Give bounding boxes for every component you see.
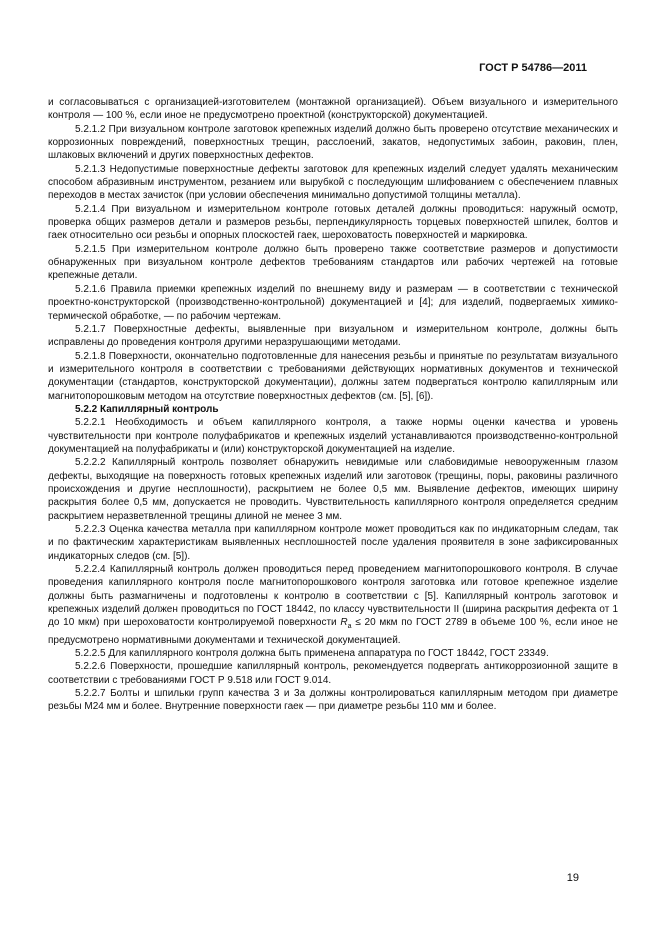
paragraph: 5.2.1.7 Поверхностные дефекты, выявленные при визуальном и измерительном контроле, должны быть исправлены до проведения контроля другими неразрушающими методами. — [48, 323, 618, 349]
paragraph-text: ≤ 20 мкм по ГОСТ 2789 в объеме 100 %, если иное не предусмотрено нормативными документами и технической документацией. — [48, 617, 618, 646]
paragraph: и согласовываться с организацией-изготовителем (монтажной организацией). Объем визуального и измерительного контроля — 100 %, если иное не предусмотрено проектной (конструкторской) документацией. — [48, 97, 618, 122]
paragraph: 5.2.1.8 Поверхности, окончательно подготовленные для нанесения резьбы и принятые по результатам визуального и измерительного контроля в соответствии с требованиями действующих нормативных документов и технической документации (стандартов, конструкторской документации), должны затем подвергаться контролю капиллярным или магнитопорошковым методом на отсутствие поверхностных дефектов (см. [5], [6]). — [48, 350, 618, 402]
paragraph: 5.2.2.2 Капиллярный контроль позволяет обнаружить невидимые или слабовидимые невооруженным глазом дефекты, выходящие на поверхность готовых крепежных изделий или заготовок (трещины, поры, раковины различного происхождения и другие несплошности), раскрытием не более 0,5 мм. Выявление дефектов, имеющих ширину раскрытия более 0,5 мм, допускается не проводить. Чувствительность капиллярного контроля определяется средним раскрытием неразветвленной трещины длиной не менее 3 мм. — [48, 457, 618, 522]
document-code: ГОСТ Р 54786—2011 — [479, 62, 587, 74]
paragraph: 5.2.1.5 При измерительном контроле должно быть проверено также соответствие размеров и допустимости обнаруженных при визуальном контроле дефектов требованиям стандартов или рабочих чертежей на готовые крепежные детали. — [48, 243, 618, 282]
paragraph-text: 5.2.2.4 Капиллярный контроль должен проводиться перед проведением магнитопорошкового контроля. В случае проведения капиллярного контроля после магнитопорошкового контроля заготовка или готовое крепежное изделие должны быть размагничены и подготовлены к контролю в соответствии с [5]. Капиллярный контроль заготовок и крепежных изделий должен проводиться по ГОСТ 18442, по классу чувствительности II (ширина раскрытия дефекта от 1 до 10 мкм) при шероховатости контролируемой поверхности — [48, 564, 618, 629]
roughness-symbol: R — [340, 617, 348, 629]
paragraph: 5.2.1.2 При визуальном контроле заготовок крепежных изделий должно быть проверено отсутствие механических и коррозионных повреждений, поверхностных трещин, расслоений, закатов, недопустимых забоин, раковин, плен, шлаковых включений и других поверхностных дефектов. — [48, 123, 618, 162]
page-number: 19 — [566, 872, 579, 884]
paragraph: 5.2.1.6 Правила приемки крепежных изделий по внешнему виду и размерам — в соответствии с технической проектно-конструкторской (производственно-контрольной) документацией и [4]; для изделий, подвергаемых химико-термической обработке, — по рабочим чертежам. — [48, 283, 618, 322]
paragraph: 5.2.2.3 Оценка качества металла при капиллярном контроле может проводиться как по индикаторным следам, так и по фактическим характеристикам выявленных несплошностей после удаления проявителя в зоне зафиксированных индикаторных следов (см. [5]). — [48, 524, 618, 562]
paragraph: 5.2.2.1 Необходимость и объем капиллярного контроля, а также нормы оценки качества и уровень чувствительности при контроле полуфабрикатов и крепежных изделий устанавливаются производственно-контрольной документацией на полуфабрикаты и (или) конструкторской документацией на изделие. — [48, 417, 618, 455]
section-heading: 5.2.2 Капиллярный контроль — [75, 403, 219, 415]
paragraph: 5.2.1.4 При визуальном и измерительном контроле готовых деталей должны проводиться: наружный осмотр, проверка общих размеров детали и размеров резьбы, перпендикулярность торцевых поверхностей шпилек, болтов и гаек относительно оси резьбы и опорных плоскостей гаек, шероховатость поверхностей и маркировка. — [48, 203, 618, 242]
paragraph — [48, 563, 618, 647]
paragraph: 5.2.2.5 Для капиллярного контроля должна быть применена аппаратура по ГОСТ 18442, ГОСТ 23349. — [75, 648, 549, 660]
paragraph: 5.2.2.6 Поверхности, прошедшие капиллярный контроль, рекомендуется подвергать антикоррозионной защите в соответствии с требованиями ГОСТ Р 9.518 или ГОСТ 9.014. — [48, 661, 618, 686]
roughness-subscript: a — [347, 623, 352, 631]
paragraph: 5.2.2.7 Болты и шпильки групп качества 3 и 3а должны контролироваться капиллярным методом при диаметре резьбы М24 мм и более. Внутренние поверхности гаек — при диаметре резьбы 110 мм и более. — [48, 688, 618, 713]
paragraph: 5.2.1.3 Недопустимые поверхностные дефекты заготовок для крепежных изделий следует удалять механическим способом абразивным инструментом, резанием или вырубкой с последующим шлифованием с обеспечением плавных переходов в местах зачисток (при условии обеспечения минимально допустимой толщины металла). — [48, 163, 618, 202]
page-body — [48, 96, 618, 714]
